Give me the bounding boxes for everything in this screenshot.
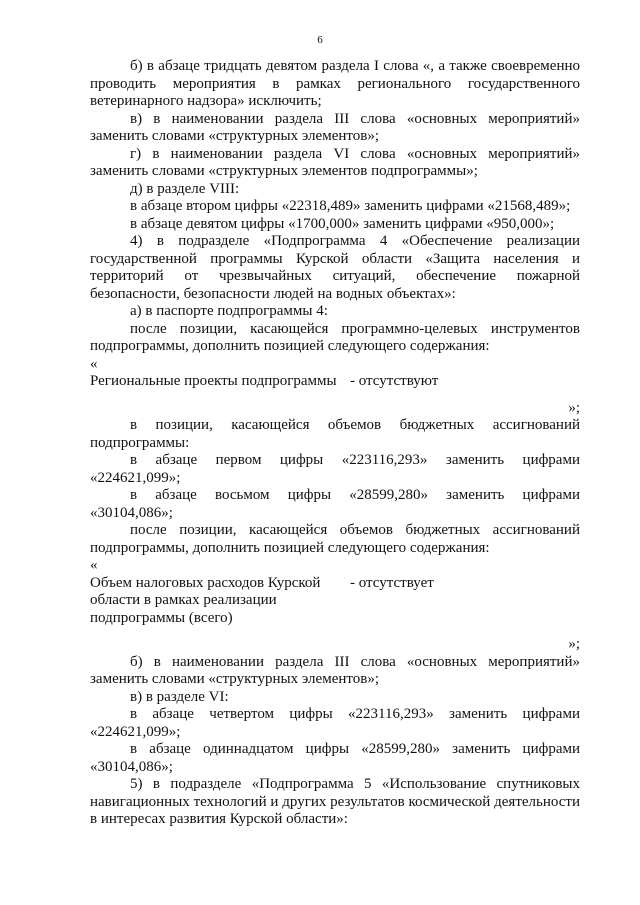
paragraph-first-para: в абзаце первом цифры «223116,293» заменить цифрами «224621,099»; xyxy=(90,452,580,486)
paragraph-v-section-vi: в) в разделе VI: xyxy=(130,688,229,705)
paragraph-v-section-iii: в) в наименовании раздела III слова «основных мероприятий» заменить словами «структурных элементов»; xyxy=(90,110,580,144)
paragraph-eleventh-para: в абзаце одиннадцатом цифры «28599,280» заменить цифрами «30104,086»; xyxy=(90,741,580,775)
paragraph-fourth-para: в абзаце четвертом цифры «223116,293» заменить цифрами «224621,099»; xyxy=(90,706,580,740)
row-label: Региональные проекты подпрограммы xyxy=(90,373,337,389)
paragraph-b-section-i: б) в абзаце тридцать девятом раздела I слова «, а также своевременно проводить мероприятия в рамках регионального государственного ветеринарного надзора» исключить; xyxy=(90,58,580,109)
paragraph-in-budget: в позиции, касающейся объемов бюджетных ассигнований подпрограммы: xyxy=(90,417,580,451)
paragraph-d-second: в абзаце втором цифры «22318,489» заменить цифрами «21568,489»; xyxy=(130,198,571,214)
paragraph-d-section-viii: д) в разделе VIII: xyxy=(130,180,240,197)
paragraph-d-ninth: в абзаце девятом цифры «1700,000» заменить цифрами «950,000»; xyxy=(130,215,555,232)
insert-row-tax-expenditures xyxy=(90,575,580,628)
paragraph-subprogram-5: 5) в подразделе «Подпрограмма 5 «Использование спутниковых навигационных технологий и других результатов космической деятельности в интересах развития Курской области»: xyxy=(90,776,580,827)
row-value: - отсутствуют xyxy=(350,373,439,389)
paragraph-subprogram-4: 4) в подразделе «Подпрограмма 4 «Обеспечение реализации государственной программы Курской области «Защита населения и территорий от чрезвычайных ситуаций, обеспечение пожарной безопасности, безопасности людей на водных объектах»: xyxy=(90,233,580,302)
paragraph-after-budget: после позиции, касающейся объемов бюджетных ассигнований подпрограммы, дополнить позицией следующего содержания: xyxy=(90,522,580,556)
quote-close-2: »; xyxy=(568,636,580,652)
row-label: Объем налоговых расходов Курской области в рамках реализации подпрограммы (всего) xyxy=(90,574,321,626)
paragraph-eighth-para: в абзаце восьмом цифры «28599,280» заменить цифрами «30104,086»; xyxy=(90,487,580,521)
insert-row-regional-projects xyxy=(90,373,580,391)
quote-open-2: « xyxy=(90,557,98,573)
paragraph-b-section-iii: б) в наименовании раздела III слова «основных мероприятий» заменить словами «структурных элементов»; xyxy=(90,653,580,687)
paragraph-a-passport: а) в паспорте подпрограммы 4: xyxy=(130,303,328,319)
paragraph-g-section-vi: г) в наименовании раздела VI слова «основных мероприятий» заменить словами «структурных элементов подпрограммы»; xyxy=(90,145,580,179)
row-value: - отсутствует xyxy=(350,574,434,591)
paragraph-after-tools: после позиции, касающейся программно-целевых инструментов подпрограммы, дополнить позицией следующего содержания: xyxy=(90,320,580,354)
page-number: 6 xyxy=(317,34,323,46)
quote-open-1: « xyxy=(90,355,98,372)
document-body xyxy=(90,58,580,829)
quote-close-1: »; xyxy=(568,399,580,416)
